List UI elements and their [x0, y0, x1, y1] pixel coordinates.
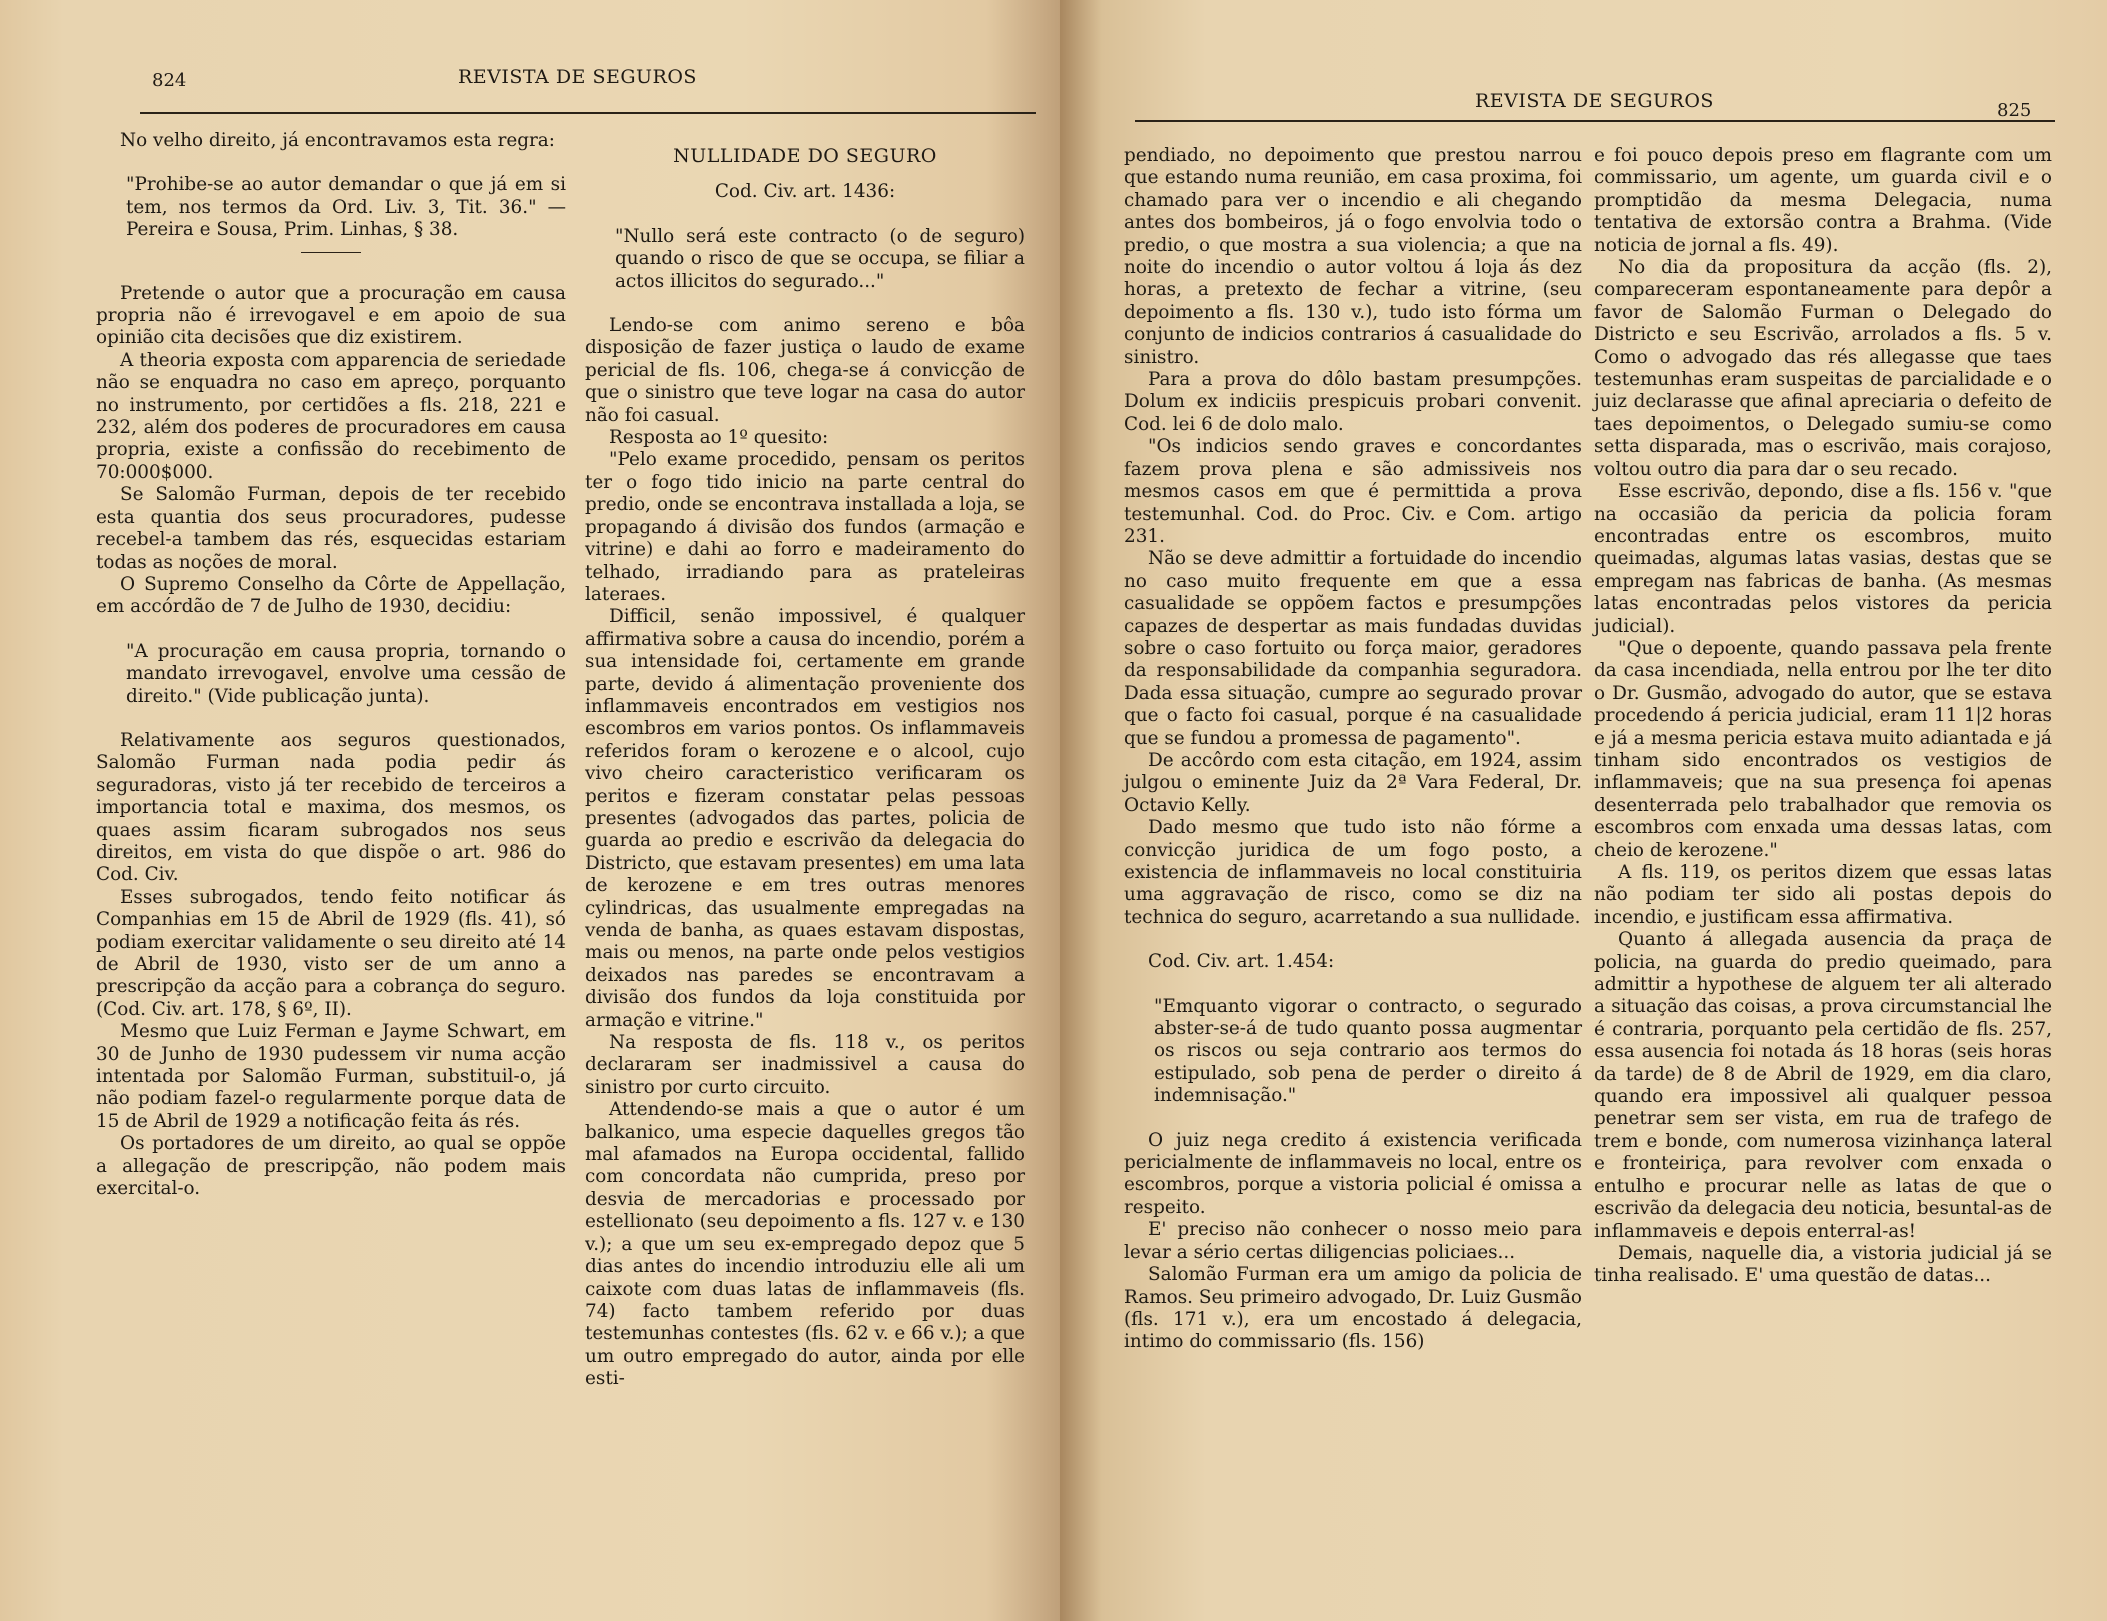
paragraph: Mesmo que Luiz Ferman e Jayme Schwart, em 30 de Junho de 1930 pudessem vir numa acção intentada por Salomão Furman, substituil-o, já não podiam fazel-o regularmente porque data de 15 de Abril de 1929 a notificação feita ás rés. [96, 1021, 566, 1132]
paragraph: Difficil, senão impossivel, é qualquer affirmativa sobre a causa do incendio, porém a sua intensidade foi, certamente em grande parte, devido á alimentação proveniente dos inflammaveis encontrados em vestigios nos escombros em varios pontos. Os inflammaveis referidos foram o kerozene e o alcool, cujo vivo cheiro caracteristico verificaram os peritos e fizeram constatar pelas pessoas presentes (advogados das partes, policia de guarda ao predio e escrivão da delegacia do Districto, que estavam presentes) em uma lata de kerozene e em tres outras menores cylindricas, das usualmente empregadas na venda de banha, as quaes estavam dispostas, mais ou menos, na parte onde pelos vestigios deixados nas paredes se encontravam a divisão dos fundos da loja constituida por armação e vitrine." [585, 606, 1025, 1031]
left-column-1 [96, 130, 566, 1200]
page-number: 825 [1997, 100, 2032, 121]
law-reference: Cod. Civ. art. 1436: [714, 181, 896, 203]
law-reference: Cod. Civ. art. 1.454: [1148, 951, 1335, 973]
paragraph: Demais, naquelle dia, a vistoria judicial já se tinha realisado. E' uma questão de datas... [1594, 1242, 2052, 1287]
paragraph: A theoria exposta com apparencia de seriedade não se enquadra no caso em apreço, porquanto no instrumento, por certidões a fls. 218, 221 e 232, além dos poderes de procuradores em causa propria, existe a confissão do recebimento de 70:000$000. [96, 349, 566, 483]
left-column-2 [585, 145, 1025, 1391]
paragraph: Para a prova do dôlo bastam presumpções. Dolum ex indiciis prespicuis probari convenit. Cod. lei 6 de dolo malo. [1124, 369, 1582, 435]
paragraph: Salomão Furman era um amigo da policia de Ramos. Seu primeiro advogado, Dr. Luiz Gusmão (fls. 171 v.), era um encostado á delegacia, intimo do commissario (fls. 156) [1124, 1264, 1583, 1353]
paragraph: e foi pouco depois preso em flagrante com um commissario, um agente, um guarda civil e o promptidão da mesma Delegacia, numa tentativa de extorsão contra a Brahma. (Vide noticia de jornal a fls. 49). [1594, 145, 2052, 256]
paragraph: Pretende o autor que a procuração em causa propria não é irrevogavel e em apoio de sua opinião cita decisões que diz existirem. [96, 282, 566, 349]
paragraph: pendiado, no depoimento que prestou narrou que estando numa reunião, em casa proxima, foi chamado para ver o incendio e ali chegando antes dos bombeiros, já o fogo envolvia todo o predio, o que mostra a sua violencia; a que na noite do incendio o autor voltou á loja ás dez horas, a pretexto de fechar a vitrine, (seu depoimento a fls. 130 v.), tudo isto fórma um conjunto de indicios contrarios á casualidade do sinistro. [1124, 145, 1582, 368]
paragraph: "Que o depoente, quando passava pela frente da casa incendiada, nella entrou por lhe ter dito o Dr. Gusmão, advogado do autor, que se estava procedendo á pericia judicial, eram 11 1|2 horas e já a mesma pericia estava muito adiantada e já tinham sido encontrados os vestigios de inflammaveis; que na sua presença foi apenas desenterrada pelo trabalhador que removia os escombros com enxada uma dessas latas, com cheio de kerozene." [1594, 637, 2052, 861]
paragraph: Attendendo-se mais a que o autor é um balkanico, uma especie daquelles gregos tão mal afamados na Europa occidental, fallido com concordata não cumprida, preso por desvia de mercadorias e processado por estellionato (seu depoimento a fls. 127 v. e 130 v.); a que um seu ex-empregado depoz que 5 dias antes do incendio introduziu elle ali um caixote com duas latas de inflammaveis (fls. 74) facto tambem referido por duas testemunhas contestes (fls. 62 v. e 66 v.); a que um outro empregado do autor, ainda por elle esti- [585, 1099, 1025, 1390]
paragraph: De accôrdo com esta citação, em 1924, assim julgou o eminente Juiz da 2ª Vara Federal, Dr. Octavio Kelly. [1124, 749, 1582, 816]
paragraph: "Os indicios sendo graves e concordantes fazem prova plena e são admissiveis nos mesmos casos em que é permittida a prova testemunhal. Cod. do Proc. Civ. e Com. artigo 231. [1124, 436, 1582, 547]
paragraph: Quanto á allegada ausencia da praça de policia, na guarda do predio queimado, para admittir a hypothese de alguem ter ali alterado a situação das coisas, a prova circumstancial lhe é contraria, porquanto pela certidão de fls. 257, essa ausencia foi notada ás 18 horas (seis horas da tarde) de 8 de Abril de 1929, em dia claro, quando era impossivel ali qualquer pessoa penetrar sem ser vista, em rua de trafego de trem e bonde, com numerosa vizinhança lateral e fronteiriça, para revolver com enxada o entulho e procurar nelle as latas de que o escrivão da delegacia deu noticia, besuntal-as de inflammaveis e depois enterral-as! [1594, 929, 2052, 1242]
paragraph: "Pelo exame procedido, pensam os peritos ter o fogo tido inicio na parte central do predio, onde se encontrava installada a loja, se propagando á divisão dos fundos (armação e vitrine) e dahi ao forro e madeiramento do telhado, irradiando para as prateleiras lateraes. [585, 449, 1025, 605]
page-number: 824 [152, 70, 187, 91]
paragraph: Esse escrivão, depondo, dise a fls. 156 v. "que na occasião da pericia da policia foram encontradas entre os escombros, muito queimadas, algumas latas vasias, destas que se empregam nas fabricas de banha. (As mesmas latas encontradas pelos vistores da pericia judicial). [1594, 481, 2052, 637]
block-quote: "Emquanto vigorar o contracto, o segurado abster-se-á de tudo quanto possa augmentar os riscos ou seja contrario aos termos do estipulado, sob pena de perder o direito á indemnisação." [1154, 995, 1582, 1107]
paragraph: Não se deve admittir a fortuidade do incendio no caso muito frequente em que a essa casualidade se oppõem factos e presumpções capazes de despertar as mais fundadas duvidas sobre o caso fortuito ou força maior, geradores da responsabilidade da companhia seguradora. Dada essa situação, cumpre ao segurado provar que o facto foi casual, porque é na casualidade que se fundou a promessa de pagamento". [1124, 548, 1582, 749]
paragraph: Se Salomão Furman, depois de ter recebido esta quantia dos seus procuradores, pudesse recebel-a tambem das rés, esquecidas estariam todas as noções de moral. [96, 484, 566, 573]
section-divider [301, 252, 361, 253]
header-rule [140, 112, 1036, 114]
paragraph: No dia da propositura da acção (fls. 2), compareceram espontaneamente para depôr a favor de Salomão Furman o Delegado do Districto e seu Escrivão, arrolados a fls. 5 v. Como o advogado das rés allegasse que taes testemunhas eram suspeitas de parcialidade e o juiz declarasse que afinal apreciaria o defeito de taes depoimentos, o Delegado sumiu-se como setta disparada, mas o escrivão, mais corajoso, voltou outro dia para dar o seu recado. [1594, 257, 2052, 480]
paragraph: O Supremo Conselho da Côrte de Appellação, em accórdão de 7 de Julho de 1930, decidiu: [96, 573, 566, 618]
right-column-1 [1124, 145, 1582, 1354]
running-header: REVISTA DE SEGUROS [458, 66, 697, 88]
paragraph: Os portadores de um direito, ao qual se oppõe a allegação de prescripção, não podem mais exercital-o. [96, 1133, 566, 1200]
header-rule [1135, 120, 2055, 122]
paragraph: Dado mesmo que tudo isto não fórme a convicção juridica de um fogo posto, a existencia de inflammaveis no local constituiria uma aggravação de risco, como se diz na technica do seguro, acarretando a sua nullidade. [1124, 817, 1582, 928]
paragraph: Resposta ao 1º quesito: [609, 427, 829, 449]
paragraph: No velho direito, já encontravamos esta regra: [120, 130, 555, 151]
paragraph: Lendo-se com animo sereno e bôa disposição de fazer justiça o laudo de exame pericial de fls. 106, chega-se á convicção de que o sinistro que teve logar na casa do autor não foi casual. [585, 315, 1025, 426]
paragraph: E' preciso não conhecer o nosso meio para levar a sério certas diligencias policiaes... [1124, 1219, 1582, 1263]
paragraph: O juiz nega credito á existencia verificada pericialmente de inflammaveis no local, entre os escombros, porque a vistoria policial é omissa a respeito. [1124, 1129, 1582, 1218]
paragraph: Na resposta de fls. 118 v., os peritos declararam ser inadmissivel a causa do sinistro por curto circuito. [585, 1032, 1025, 1098]
block-quote: "A procuração em causa propria, tornando o mandato irrevogavel, envolve uma cessão de direito." (Vide publicação junta). [126, 640, 566, 707]
paragraph: Relativamente aos seguros questionados, Salomão Furman nada podia pedir ás seguradoras, visto já ter recebido de terceiros a importancia total e maxima, dos mesmos, os quaes assim ficaram subrogados nos seus direitos, em vista do que dispõe o art. 986 do Cod. Civ. [96, 729, 566, 886]
block-quote: "Prohibe-se ao autor demandar o que já em si tem, nos termos da Ord. Liv. 3, Tit. 36." — Pereira e Sousa, Prim. Linhas, § 38. [126, 174, 566, 241]
block-quote: "Nullo será este contracto (o de seguro) quando o risco de que se occupa, se filiar a actos illicitos do segurado..." [615, 225, 1025, 292]
section-title: NULLIDADE DO SEGURO [673, 145, 937, 167]
right-column-2 [1594, 145, 2052, 1288]
paragraph: Esses subrogados, tendo feito notificar ás Companhias em 15 de Abril de 1929 (fls. 41), só podiam exercitar validamente o seu direito até 14 de Abril de 1930, visto ser de um anno a prescripção da acção para a cobrança do seguro. (Cod. Civ. art. 178, § 6º, II). [96, 886, 566, 1020]
right-page [1060, 0, 2107, 1621]
running-header: REVISTA DE SEGUROS [1475, 90, 1714, 112]
paragraph: A fls. 119, os peritos dizem que essas latas não podiam ter sido ali postas depois do incendio, e justificam essa affirmativa. [1594, 862, 2052, 928]
